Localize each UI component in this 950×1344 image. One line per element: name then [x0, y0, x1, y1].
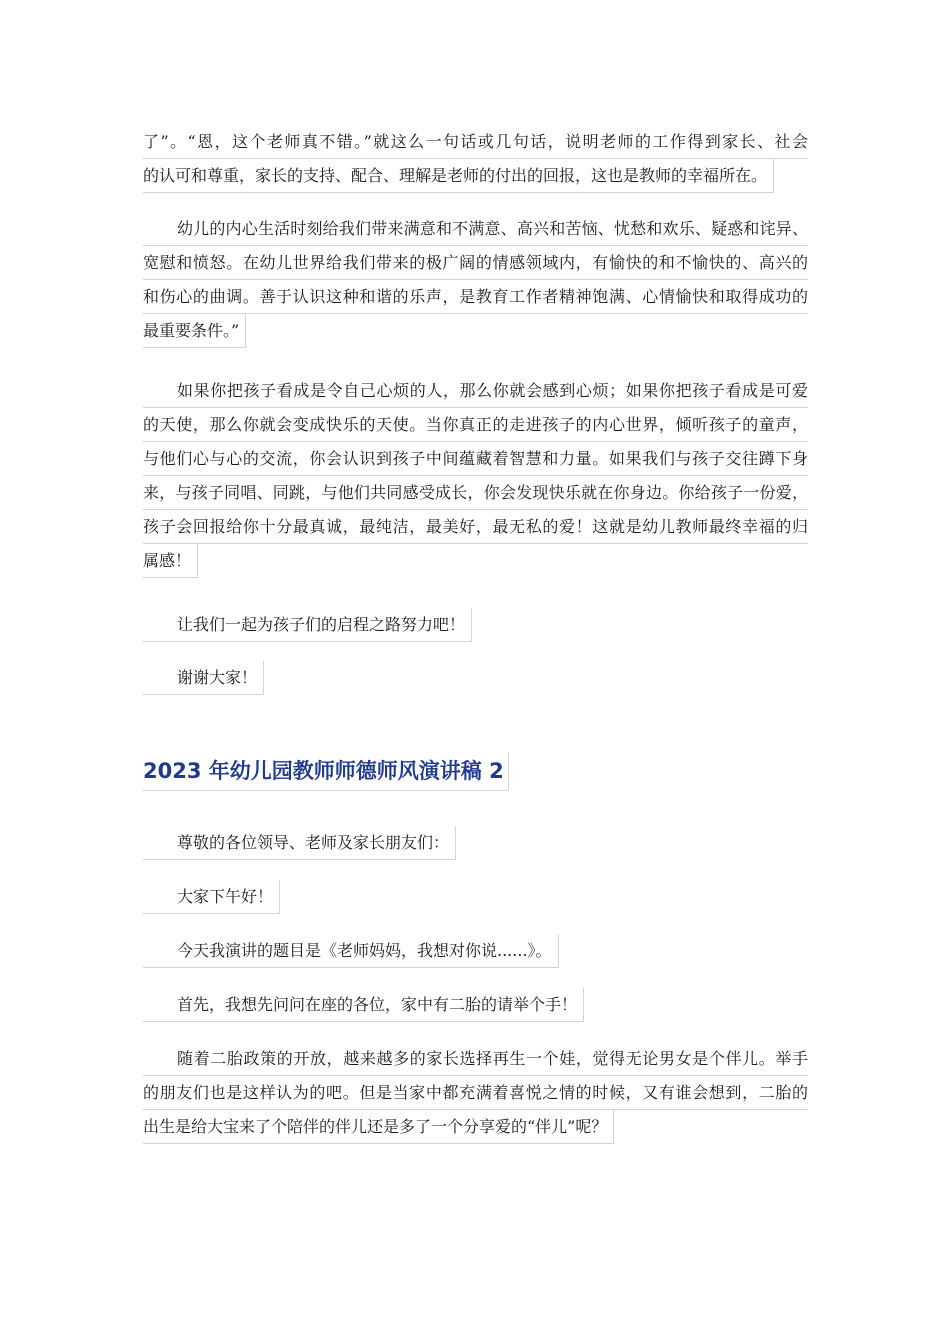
paragraph-speech-title [143, 934, 808, 980]
text-line: 的认可和尊重，家长的支持、配合、理解是老师的付出的回报，这也是教师的幸福所在。 [143, 159, 774, 193]
text-line: 的天使，那么你就会变成快乐的天使。当你真正的走进孩子的内心世界，倾听孩子的童声， [143, 408, 808, 442]
text-line: 大家下午好！ [143, 880, 280, 914]
text-line: 尊敬的各位领导、老师及家长朋友们： [143, 826, 456, 860]
text-line: 让我们一起为孩子们的启程之路努力吧！ [143, 608, 472, 642]
text-line: 的朋友们也是这样认为的吧。但是当家中都充满着喜悦之情的时候，又有谁会想到，二胎的 [143, 1076, 808, 1110]
text-line: 谢谢大家！ [143, 661, 264, 695]
text-line: 孩子会回报给你十分最真诚，最纯洁，最美好，最无私的爱！这就是幼儿教师最终幸福的归 [143, 510, 808, 544]
text-line: 属感！ [143, 544, 198, 578]
text-line: 最重要条件。” [143, 314, 246, 348]
text-line: 与他们心与心的交流，你会认识到孩子中间蕴藏着智慧和力量。如果我们与孩子交往蹲下身 [143, 442, 808, 476]
text-line: 幼儿的内心生活时刻给我们带来满意和不满意、高兴和苦恼、忧愁和欢乐、疑惑和诧异、 [143, 212, 808, 246]
text-line: 和伤心的曲调。善于认识这种和谐的乐声，是教育工作者精神饱满、心情愉快和取得成功的 [143, 280, 808, 314]
section-heading: 2023 年幼儿园教师师德师风演讲稿 2 [143, 752, 509, 791]
paragraph-thanks [143, 661, 808, 707]
text-line: 随着二胎政策的开放，越来越多的家长选择再生一个娃，觉得无论男女是个伴儿。举手 [143, 1042, 808, 1076]
text-line: 首先，我想先问问在座的各位，家中有二胎的请举个手！ [143, 988, 584, 1022]
paragraph-good-afternoon [143, 880, 808, 926]
paragraph-parent-recognition [143, 125, 808, 205]
paragraph-question [143, 988, 808, 1034]
text-line: 了”。“恩，这个老师真不错。”就这么一句话或几句话，说明老师的工作得到家长、社会 [143, 125, 808, 159]
text-line: 出生是给大宝来了个陪伴的伴儿还是多了一个分享爱的“伴儿”呢？ [143, 1110, 614, 1144]
text-line: 今天我演讲的题目是《老师妈妈，我想对你说......》。 [143, 934, 559, 968]
text-line: 来，与孩子同唱、同跳，与他们共同感受成长，你会发现快乐就在你身边。你给孩子一份爱， [143, 476, 808, 510]
text-line: 如果你把孩子看成是令自己心烦的人，那么你就会感到心烦；如果你把孩子看成是可爱 [143, 374, 808, 408]
text-line: 宽慰和愤怒。在幼儿世界给我们带来的极广阔的情感领域内，有愉快的和不愉快的、高兴的 [143, 246, 808, 280]
paragraph-angel [143, 374, 808, 590]
paragraph-closing [143, 608, 808, 654]
paragraph-child-emotions [143, 212, 808, 360]
paragraph-greeting-audience [143, 826, 808, 872]
paragraph-second-child [143, 1042, 808, 1156]
